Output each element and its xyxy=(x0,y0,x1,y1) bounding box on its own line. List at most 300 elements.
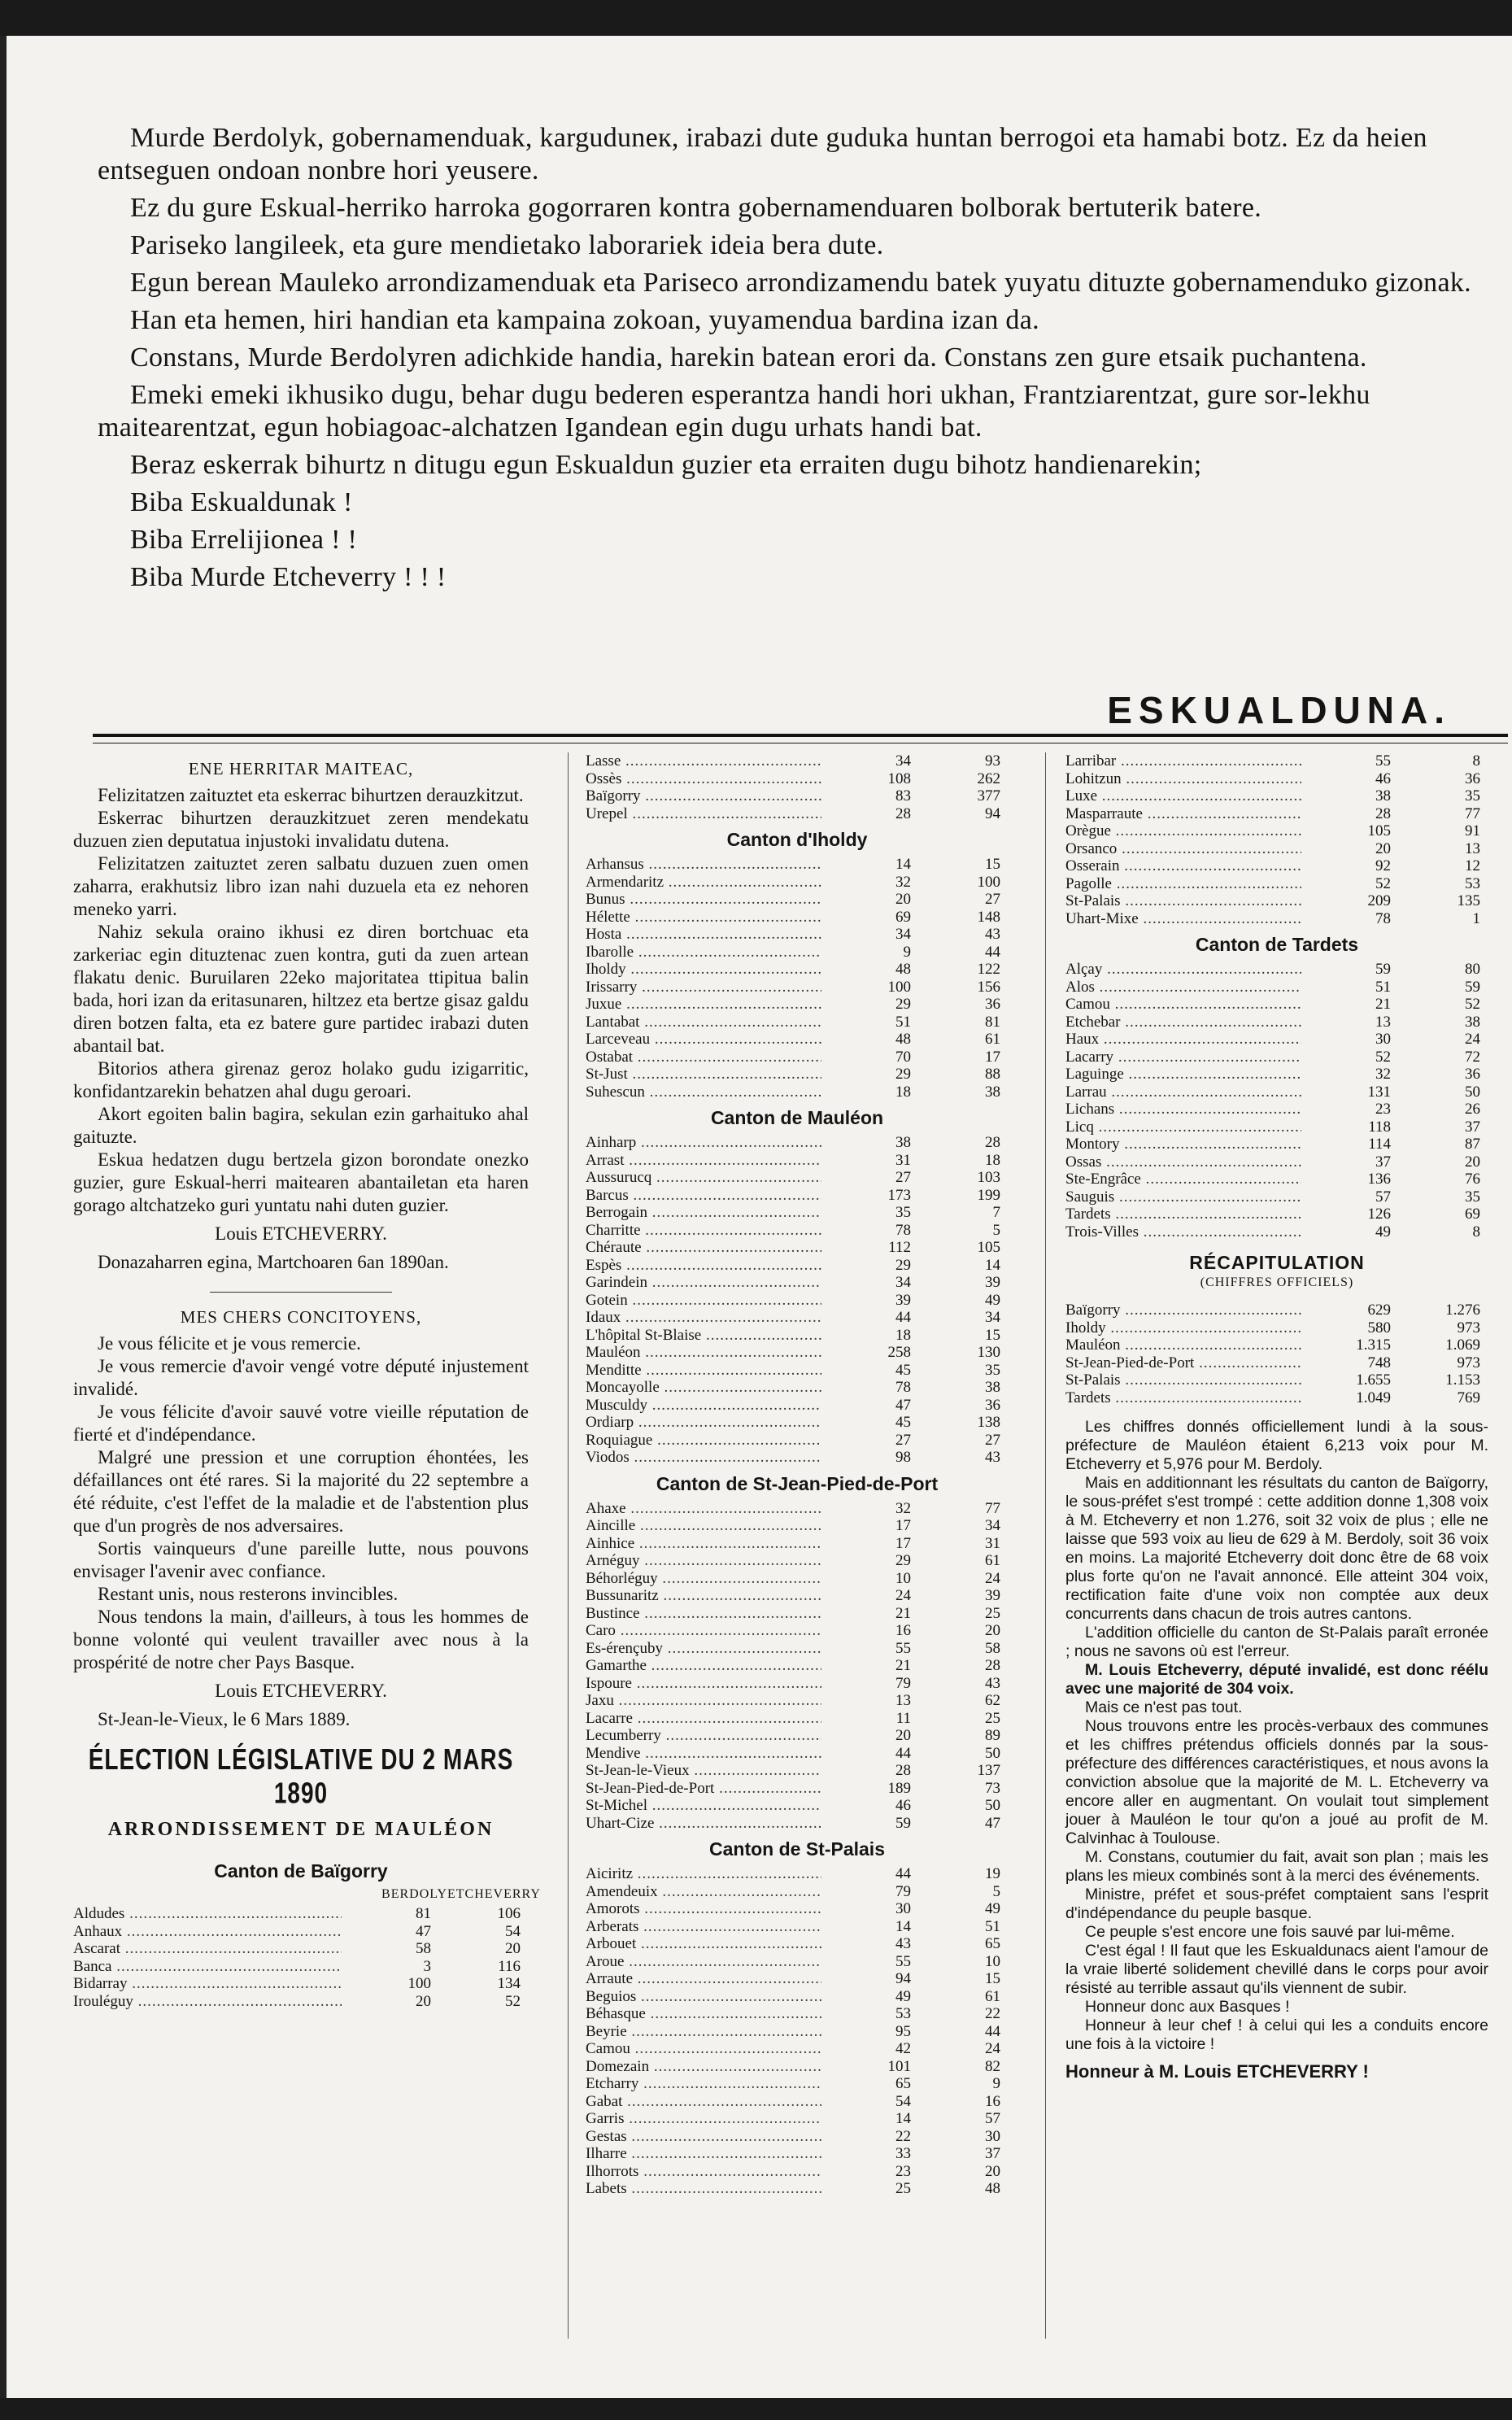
etcheverry-votes: 57 xyxy=(985,2110,1000,2127)
result-row xyxy=(586,1379,1009,1397)
commentary-paragraph: C'est égal ! Il faut que les Eskualdunacs aient l'amour de la vraie liberté solidement chevillé dans le corps pour avoir résisté au terrible assaut qu'ils viennent de subir. xyxy=(1065,1942,1488,1997)
commune-name: Larribar ..... xyxy=(1065,752,1301,770)
commune-name: Ispoure ..... xyxy=(586,1675,821,1693)
canton-heading: Canton de Mauléon xyxy=(710,1107,884,1128)
result-row xyxy=(586,752,1009,770)
commune-name: Pagolle ..... xyxy=(1065,875,1301,893)
berdoly-votes: 17 xyxy=(895,1517,911,1534)
commune-name: Tardets ..... xyxy=(1065,1206,1301,1223)
commune-name: Mendive ..... xyxy=(586,1745,821,1763)
commune-name: Arhansus ..... xyxy=(586,856,821,874)
berdoly-votes: 33 xyxy=(895,2145,911,2162)
commune-name: Orsanco ..... xyxy=(1065,840,1301,858)
results-table-mauleon xyxy=(586,1134,1009,1467)
etcheverry-votes: 43 xyxy=(985,926,1000,943)
etcheverry-votes: 148 xyxy=(977,908,1000,926)
etcheverry-votes: 22 xyxy=(985,2005,1000,2022)
berdoly-votes: 29 xyxy=(895,996,911,1013)
commune-name: Ibarolle ..... xyxy=(586,944,821,961)
result-row xyxy=(586,2040,1009,2058)
result-row xyxy=(586,1657,1009,1675)
etcheverry-votes: 9 xyxy=(992,2075,1000,2092)
result-row xyxy=(1065,787,1488,805)
etcheverry-votes: 28 xyxy=(985,1134,1000,1151)
result-row xyxy=(586,2145,1009,2163)
result-row xyxy=(586,1900,1009,1918)
etcheverry-votes: 26 xyxy=(1465,1101,1480,1118)
column-divider xyxy=(568,752,569,2339)
berdoly-votes: 1.655 xyxy=(1356,1371,1391,1389)
signature: Louis ETCHEVERRY. xyxy=(215,1223,387,1244)
result-row xyxy=(586,1570,1009,1588)
result-row xyxy=(1065,961,1488,979)
result-row xyxy=(586,1500,1009,1518)
etcheverry-votes: 50 xyxy=(985,1797,1000,1814)
etcheverry-votes: 61 xyxy=(985,1987,1000,2005)
commune-name: Sauguis ..... xyxy=(1065,1188,1301,1206)
etcheverry-votes: 8 xyxy=(1472,1223,1480,1241)
commune-name: Ainhice ..... xyxy=(586,1535,821,1553)
result-row xyxy=(586,1397,1009,1415)
berdoly-votes: 13 xyxy=(895,1692,911,1709)
etcheverry-votes: 36 xyxy=(985,996,1000,1013)
result-row xyxy=(586,1605,1009,1623)
berdoly-votes: 55 xyxy=(895,1952,911,1970)
commune-name: Etchebar ..... xyxy=(1065,1014,1301,1031)
berdoly-votes: 629 xyxy=(1367,1302,1391,1319)
berdoly-votes: 131 xyxy=(1367,1083,1391,1101)
etcheverry-votes: 28 xyxy=(985,1657,1000,1674)
commune-name: Jaxu ..... xyxy=(586,1692,821,1710)
result-row xyxy=(586,1865,1009,1883)
commune-name: Hosta ..... xyxy=(586,926,821,944)
result-row xyxy=(586,909,1009,927)
commune-name: Beyrie ..... xyxy=(586,2023,821,2041)
berdoly-votes: 59 xyxy=(895,1814,911,1832)
commune-name: Bidarray ..... xyxy=(73,1975,342,1993)
commune-name: Berrogain ..... xyxy=(586,1204,821,1222)
berdoly-votes: 14 xyxy=(895,1917,911,1935)
etcheverry-votes: 36 xyxy=(985,1396,1000,1414)
berdoly-votes: 29 xyxy=(895,1256,911,1274)
commune-name: St-Just ..... xyxy=(586,1066,821,1084)
result-row xyxy=(1065,1319,1488,1337)
etcheverry-votes: 82 xyxy=(985,2057,1000,2075)
arrondissement-title: ARRONDISSEMENT DE MAULÉON xyxy=(107,1819,495,1840)
etcheverry-votes: 48 xyxy=(985,2180,1000,2197)
etcheverry-votes: 50 xyxy=(985,1744,1000,1762)
result-row xyxy=(1065,1302,1488,1319)
etcheverry-votes: 76 xyxy=(1465,1171,1480,1188)
commune-name: Arrast ..... xyxy=(586,1152,821,1170)
commune-name: Ossas ..... xyxy=(1065,1153,1301,1171)
top-paragraph: Egun berean Mauleko arrondizamenduak eta Pariseco arrondizamendu batek yuyatu dituzte gobernamenduko gizonak. xyxy=(130,268,1471,298)
result-row xyxy=(1065,1206,1488,1223)
berdoly-votes: 136 xyxy=(1367,1171,1391,1188)
recap-title: RÉCAPITULATION xyxy=(1189,1252,1365,1273)
commune-name: Montory ..... xyxy=(1065,1136,1301,1153)
berdoly-votes: 27 xyxy=(895,1169,911,1186)
berdoly-votes: 11 xyxy=(895,1709,911,1727)
commune-name: Es-érençuby ..... xyxy=(586,1640,821,1658)
etcheverry-votes: 25 xyxy=(985,1604,1000,1622)
berdoly-votes: 69 xyxy=(895,908,911,926)
commune-name: Lichans ..... xyxy=(1065,1101,1301,1118)
result-row xyxy=(586,2110,1009,2128)
dateline: Donazaharren egina, Martchoaren 6an 1890an. xyxy=(98,1252,449,1272)
results-table-stpalais-cont xyxy=(1065,752,1488,927)
berdoly-votes: 24 xyxy=(895,1587,911,1604)
berdoly-votes: 31 xyxy=(895,1151,911,1169)
result-row xyxy=(73,1993,529,2011)
commune-name: Béhasque ..... xyxy=(586,2005,821,2023)
commune-name: Larceveau ..... xyxy=(586,1031,821,1049)
etcheverry-votes: 77 xyxy=(1465,804,1480,822)
etcheverry-votes: 17 xyxy=(985,1048,1000,1066)
result-row xyxy=(1065,822,1488,840)
result-row xyxy=(586,1169,1009,1187)
column-left xyxy=(73,752,541,2010)
basque-paragraph: Akort egoiten balin bagira, sekulan ezin garhaituko ahal gaituzte. xyxy=(73,1104,529,1147)
canton-heading: Canton d'Iholdy xyxy=(726,829,868,850)
result-row xyxy=(586,1152,1009,1170)
etcheverry-votes: 116 xyxy=(498,1957,521,1975)
commune-name: Aroue ..... xyxy=(586,1953,821,1971)
etcheverry-votes: 93 xyxy=(985,752,1000,770)
commune-name: Espès ..... xyxy=(586,1257,821,1275)
berdoly-votes: 580 xyxy=(1367,1319,1391,1336)
etcheverry-votes: 27 xyxy=(985,1431,1000,1449)
commune-name: Irissarry ..... xyxy=(586,979,821,996)
berdoly-votes: 258 xyxy=(887,1344,911,1361)
result-row xyxy=(586,979,1009,996)
result-row xyxy=(586,1815,1009,1833)
etcheverry-votes: 37 xyxy=(1465,1118,1480,1136)
etcheverry-votes: 199 xyxy=(977,1186,1000,1204)
scan-border-bottom xyxy=(0,2398,1512,2420)
etcheverry-votes: 20 xyxy=(1465,1153,1480,1171)
berdoly-votes: 92 xyxy=(1375,857,1391,874)
result-row xyxy=(1065,1354,1488,1372)
commune-name: St-Palais ..... xyxy=(1065,1371,1301,1389)
result-row xyxy=(586,1883,1009,1901)
recap-table xyxy=(1065,1302,1488,1406)
etcheverry-votes: 16 xyxy=(985,2092,1000,2110)
etcheverry-votes: 35 xyxy=(985,1361,1000,1379)
commune-name: Viodos ..... xyxy=(586,1449,821,1467)
french-paragraph: Restant unis, nous resterons invincibles. xyxy=(98,1584,399,1604)
result-row xyxy=(1065,1188,1488,1206)
basque-paragraph: Felizitatzen zaituztet zeren salbatu duzuen zuen omen zaharra, erakhutsiz libro izan nahi duzuela eta ez nehoren meneko yarri. xyxy=(73,853,529,919)
berdoly-votes: 118 xyxy=(1368,1118,1391,1136)
etcheverry-votes: 973 xyxy=(1457,1354,1480,1371)
commune-name: Anhaux ..... xyxy=(73,1923,342,1941)
berdoly-votes: 78 xyxy=(895,1379,911,1396)
result-row xyxy=(586,1187,1009,1205)
etcheverry-votes: 38 xyxy=(1465,1013,1480,1031)
result-row xyxy=(1065,1171,1488,1188)
result-row xyxy=(586,787,1009,805)
column-middle xyxy=(586,752,1009,2198)
commune-name: Armendaritz ..... xyxy=(586,874,821,892)
result-row xyxy=(586,770,1009,788)
berdoly-votes: 22 xyxy=(895,2127,911,2145)
berdoly-votes: 25 xyxy=(895,2180,911,2197)
etcheverry-votes: 80 xyxy=(1465,961,1480,978)
basque-paragraph: Eskua hedatzen dugu bertzela gizon borondate onezko guzier, gure Eskual-herri maitearen abantailetan eta haren gorago altchatzeko guri yuntatu nahi duten guzier. xyxy=(73,1149,529,1215)
berdoly-votes: 78 xyxy=(1375,909,1391,927)
berdoly-votes: 14 xyxy=(895,856,911,873)
berdoly-votes: 53 xyxy=(895,2005,911,2022)
result-row xyxy=(586,1344,1009,1362)
berdoly-votes: 38 xyxy=(895,1134,911,1151)
etcheverry-votes: 89 xyxy=(985,1727,1000,1744)
result-row xyxy=(1065,1371,1488,1389)
etcheverry-votes: 58 xyxy=(985,1639,1000,1657)
result-row xyxy=(73,1923,529,1941)
etcheverry-votes: 10 xyxy=(985,1952,1000,1970)
berdoly-votes: 42 xyxy=(895,2040,911,2057)
berdoly-votes: 34 xyxy=(895,1274,911,1291)
top-paragraph: Biba Murde Etcheverry ! ! ! xyxy=(130,562,447,592)
commune-name: Lacarre ..... xyxy=(586,1710,821,1728)
result-row xyxy=(73,1958,529,1976)
berdoly-votes: 1.315 xyxy=(1356,1336,1391,1354)
etcheverry-votes: 130 xyxy=(977,1344,1000,1361)
etcheverry-votes: 62 xyxy=(985,1692,1000,1709)
etcheverry-votes: 25 xyxy=(985,1709,1000,1727)
results-table-stjean xyxy=(586,1500,1009,1833)
commune-name: Lantabat ..... xyxy=(586,1014,821,1031)
commune-name: Aincille ..... xyxy=(586,1517,821,1535)
top-paragraph: Biba Eskualdunak ! xyxy=(130,487,353,517)
commune-name: Lohitzun ..... xyxy=(1065,770,1301,788)
basque-paragraph: Bitorios athera girenaz geroz holako gudu izigarritic, konfidantzarekin behatzen ahal dugu geroari. xyxy=(73,1058,529,1101)
commune-name: St-Michel ..... xyxy=(586,1797,821,1815)
commentary-paragraph: Les chiffres donnés officiellement lundi à la sous-préfecture de Mauléon étaient 6,213 voix pour M. Etcheverry et 5,976 pour M. Berdoly. xyxy=(1065,1418,1488,1473)
etcheverry-votes: 19 xyxy=(985,1865,1000,1882)
result-row xyxy=(1065,1153,1488,1171)
commune-name: Chéraute ..... xyxy=(586,1239,821,1257)
result-row xyxy=(586,874,1009,892)
berdoly-votes: 112 xyxy=(888,1239,911,1256)
commune-name: Moncayolle ..... xyxy=(586,1379,821,1397)
commune-name: Bunus ..... xyxy=(586,891,821,909)
etcheverry-votes: 39 xyxy=(985,1587,1000,1604)
berdoly-votes: 21 xyxy=(895,1657,911,1674)
etcheverry-votes: 156 xyxy=(977,978,1000,996)
result-row xyxy=(586,1935,1009,1953)
result-row xyxy=(586,1675,1009,1693)
commune-name: St-Jean-Pied-de-Port ..... xyxy=(1065,1354,1301,1372)
results-table-tardets xyxy=(1065,961,1488,1241)
commune-name: Beguios ..... xyxy=(586,1988,821,2006)
berdoly-votes: 37 xyxy=(1375,1153,1391,1171)
result-row xyxy=(586,1710,1009,1728)
berdoly-votes: 44 xyxy=(895,1865,911,1882)
etcheverry-votes: 61 xyxy=(985,1552,1000,1569)
berdoly-votes: 47 xyxy=(895,1396,911,1414)
result-row xyxy=(586,1432,1009,1450)
berdoly-votes: 30 xyxy=(1375,1031,1391,1048)
result-row xyxy=(1065,840,1488,858)
results-column-headers xyxy=(73,1887,541,1902)
result-row xyxy=(586,926,1009,944)
berdoly-votes: 21 xyxy=(1375,996,1391,1013)
berdoly-votes: 100 xyxy=(887,978,911,996)
etcheverry-votes: 53 xyxy=(1465,874,1480,892)
commune-name: Licq ..... xyxy=(1065,1118,1301,1136)
commune-name: Juxue ..... xyxy=(586,996,821,1014)
result-row xyxy=(586,1552,1009,1570)
result-row xyxy=(586,1762,1009,1780)
result-row xyxy=(586,1134,1009,1152)
commune-name: Ste-Engrâce ..... xyxy=(1065,1171,1301,1188)
commentary-paragraph: Ministre, préfet et sous-préfet comptaient sans l'esprit d'indépendance du peuple basque. xyxy=(1065,1886,1488,1922)
commune-name: Charritte ..... xyxy=(586,1222,821,1240)
etcheverry-votes: 49 xyxy=(985,1900,1000,1917)
column-divider xyxy=(1045,752,1046,2339)
etcheverry-votes: 20 xyxy=(505,1940,521,1957)
etcheverry-votes: 13 xyxy=(1465,839,1480,857)
commune-name: Luxe ..... xyxy=(1065,787,1301,805)
etcheverry-votes: 88 xyxy=(985,1066,1000,1083)
result-row xyxy=(1065,770,1488,788)
berdoly-votes: 748 xyxy=(1367,1354,1391,1371)
etcheverry-votes: 59 xyxy=(1465,978,1480,996)
berdoly-votes: 79 xyxy=(895,1882,911,1900)
result-row xyxy=(1065,1336,1488,1354)
etcheverry-votes: 65 xyxy=(985,1935,1000,1952)
commune-name: Orègue ..... xyxy=(1065,822,1301,840)
etcheverry-votes: 81 xyxy=(985,1013,1000,1031)
berdoly-votes: 34 xyxy=(895,926,911,943)
result-row xyxy=(1065,1066,1488,1084)
result-row xyxy=(586,1953,1009,1971)
berdoly-votes: 114 xyxy=(1368,1136,1391,1153)
berdoly-votes: 44 xyxy=(895,1744,911,1762)
berdoly-votes: 55 xyxy=(1375,752,1391,770)
commune-name: Arnéguy ..... xyxy=(586,1552,821,1570)
berdoly-votes: 46 xyxy=(895,1797,911,1814)
commune-name: Uhart-Mixe ..... xyxy=(1065,910,1301,928)
commentary-paragraph: M. Constans, coutumier du fait, avait son plan ; mais les plans les mieux combinés sont à la merci des événements. xyxy=(1065,1848,1488,1885)
etcheverry-votes: 44 xyxy=(985,2022,1000,2040)
basque-paragraph: Nahiz sekula oraino ikhusi ez diren bortchuac eta zarkeriac egin dituztenac zuen kontra, guti da zuen artean flakatu denic. Buruilaren 22eko majoritatea ttipitua balin bada, hori izan da eritasunaren, hiltzez eta bertze gisaz galdu diren botzen falta, eta ez batere gure partidec irabazi duten abantail bat. xyxy=(73,922,529,1056)
etcheverry-votes: 27 xyxy=(985,891,1000,908)
etcheverry-votes: 34 xyxy=(985,1309,1000,1326)
berdoly-votes: 32 xyxy=(895,1499,911,1517)
berdoly-votes: 83 xyxy=(895,787,911,804)
commune-name: Tardets ..... xyxy=(1065,1389,1301,1407)
result-row xyxy=(586,1988,1009,2006)
etcheverry-votes: 94 xyxy=(985,804,1000,822)
etcheverry-votes: 8 xyxy=(1472,752,1480,770)
commune-name: Aussurucq ..... xyxy=(586,1169,821,1187)
result-row xyxy=(1065,910,1488,928)
etcheverry-votes: 24 xyxy=(985,1569,1000,1587)
result-row xyxy=(586,1780,1009,1798)
berdoly-votes: 49 xyxy=(895,1987,911,2005)
top-proclamation xyxy=(98,122,1497,599)
canton-heading: Canton de St-Jean-Pied-de-Port xyxy=(656,1472,939,1494)
commune-name: Gabat ..... xyxy=(586,2093,821,2111)
etcheverry-votes: 100 xyxy=(977,873,1000,891)
top-paragraph: Pariseko langileek, eta gure mendietako laborariek ideia bera dute. xyxy=(130,230,884,260)
berdoly-votes: 35 xyxy=(895,1204,911,1221)
commune-name: Gestas ..... xyxy=(586,2128,821,2146)
recap-subtitle: (CHIFFRES OFFICIELS) xyxy=(1200,1275,1354,1289)
result-row xyxy=(1065,1014,1488,1031)
result-row xyxy=(1065,1118,1488,1136)
result-row xyxy=(1065,979,1488,996)
etcheverry-votes: 134 xyxy=(497,1975,521,1992)
commune-name: St-Palais ..... xyxy=(1065,892,1301,910)
commentary-paragraph: Honneur donc aux Basques ! xyxy=(1085,1998,1290,2016)
berdoly-votes: 43 xyxy=(895,1935,911,1952)
commune-name: Lasse ..... xyxy=(586,752,821,770)
etcheverry-votes: 14 xyxy=(985,1256,1000,1274)
canton-heading: Canton de Tardets xyxy=(1195,934,1359,955)
result-row xyxy=(586,1222,1009,1240)
etcheverry-votes: 24 xyxy=(985,2040,1000,2057)
result-row xyxy=(586,856,1009,874)
berdoly-votes: 17 xyxy=(895,1534,911,1552)
commune-name: Aldudes ..... xyxy=(73,1905,342,1923)
masthead-rule xyxy=(93,734,1508,737)
column-right xyxy=(1065,752,1488,2081)
berdoly-votes: 209 xyxy=(1367,892,1391,909)
commune-name: Amendeuix ..... xyxy=(586,1883,821,1901)
berdoly-votes: 28 xyxy=(895,804,911,822)
etcheverry-votes: 1.276 xyxy=(1445,1302,1480,1319)
commune-name: Iholdy ..... xyxy=(586,961,821,979)
etcheverry-votes: 105 xyxy=(977,1239,1000,1256)
commune-name: Iholdy ..... xyxy=(1065,1319,1301,1337)
result-row xyxy=(586,1257,1009,1275)
commune-name: Labets ..... xyxy=(586,2180,821,2198)
candidate-berdoly-header: BERDOLY xyxy=(381,1887,447,1901)
result-row xyxy=(586,1745,1009,1763)
etcheverry-votes: 1.069 xyxy=(1445,1336,1480,1354)
etcheverry-votes: 43 xyxy=(985,1674,1000,1692)
berdoly-votes: 45 xyxy=(895,1414,911,1431)
berdoly-votes: 30 xyxy=(895,1900,911,1917)
etcheverry-votes: 35 xyxy=(1465,787,1480,804)
french-paragraph: Sortis vainqueurs d'une pareille lutte, nous pouvons envisager l'avenir avec confiance. xyxy=(73,1538,529,1581)
basque-paragraph: Eskerrac bihurtzen derauzkitzuet zeren mendekatu duzuen zien deputatua injustoki invalidatu dutena. xyxy=(73,808,529,851)
commune-name: Ascarat ..... xyxy=(73,1940,342,1958)
etcheverry-votes: 20 xyxy=(985,2162,1000,2180)
berdoly-votes: 21 xyxy=(895,1604,911,1622)
berdoly-votes: 13 xyxy=(1375,1013,1391,1031)
etcheverry-votes: 24 xyxy=(1465,1031,1480,1048)
berdoly-votes: 14 xyxy=(895,2110,911,2127)
result-row xyxy=(586,1692,1009,1710)
etcheverry-votes: 12 xyxy=(1465,857,1480,874)
berdoly-votes: 65 xyxy=(895,2075,911,2092)
closing-acclamation: Honneur à M. Louis ETCHEVERRY ! xyxy=(1065,2061,1369,2082)
berdoly-votes: 16 xyxy=(895,1622,911,1639)
berdoly-votes: 38 xyxy=(1375,787,1391,804)
commune-name: Gamarthe ..... xyxy=(586,1657,821,1675)
commentary-paragraph: Honneur à leur chef ! à celui qui les a conduits encore une fois à la victoire ! xyxy=(1065,2017,1488,2053)
top-paragraph: Constans, Murde Berdolyren adichkide handia, harekin batean erori da. Constans zen gure etsaik puchantena. xyxy=(130,342,1367,373)
top-paragraph: Murde Berdolyk, gobernamenduak, karguduneк, irabazi dute guduka huntan berrogoi eta hamabi botz. Ez da heien entseguen ondoan nonbre hori yeusere. xyxy=(98,123,1427,185)
etcheverry-votes: 103 xyxy=(977,1169,1000,1186)
commune-name: Gotein ..... xyxy=(586,1292,821,1310)
berdoly-votes: 28 xyxy=(1375,804,1391,822)
